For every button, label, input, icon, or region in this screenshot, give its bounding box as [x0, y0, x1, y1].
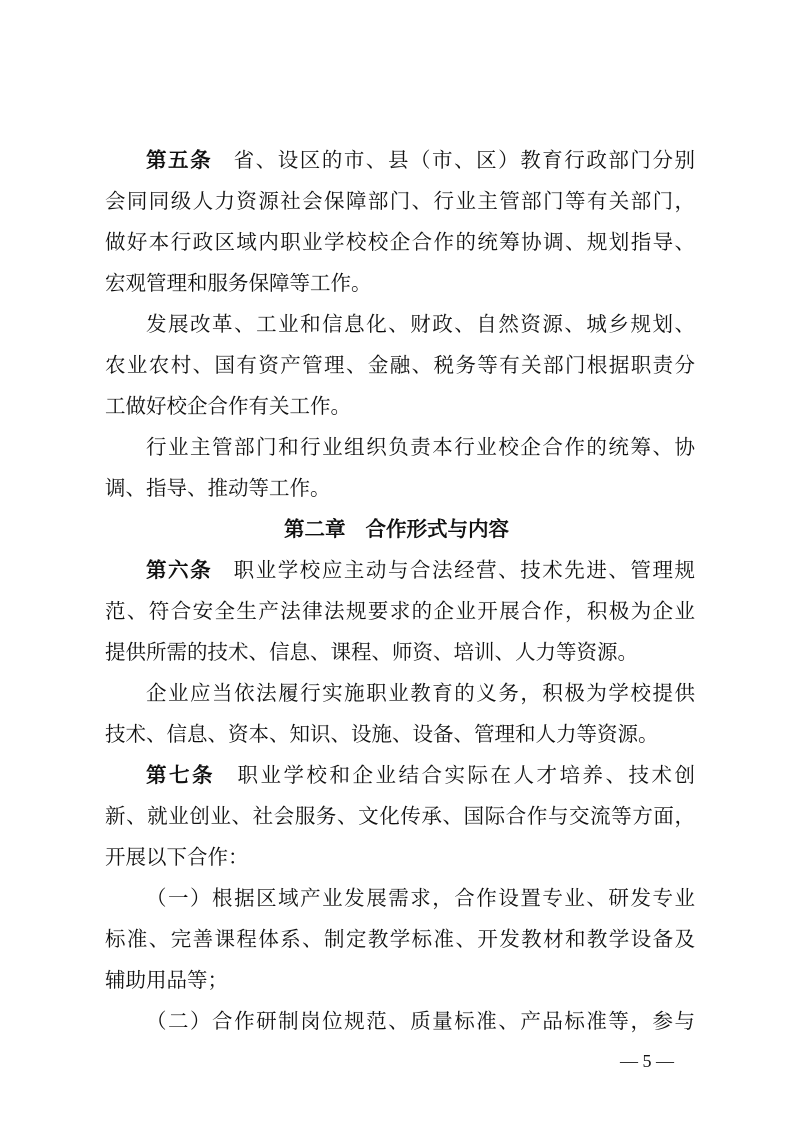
article7-line-1 [146, 765, 695, 786]
article6-p2-line-2: 技术、信息、资本、知识、设施、设备、管理和人力等资源。 [105, 722, 659, 746]
article5-p3-line-2: 调、指导、推动等工作。 [105, 476, 331, 500]
article5-line-2: 会同同级人力资源社会保障部门、行业主管部门等有关部门， [105, 189, 695, 213]
article6-line-1 [146, 560, 695, 581]
page-number: — 5 — [620, 1051, 674, 1071]
chapter-heading [0, 519, 793, 540]
article6-p2-line-1: 企业应当依法履行实施职业教育的义务，积极为学校提供 [146, 681, 695, 705]
article7-line-3: 开展以下合作： [105, 845, 249, 869]
article5-label: 第五条 [146, 148, 213, 172]
chapter-title: 合作形式与内容 [365, 517, 509, 541]
article7-item1-line-2: 标准、完善课程体系、制定教学标准、开发教材和教学设备及 [105, 927, 695, 951]
chapter-number: 第二章 [284, 517, 346, 541]
article6-line-3: 提供所需的技术、信息、课程、师资、培训、人力等资源。 [105, 640, 638, 664]
article7-item1-line-1: （一）根据区域产业发展需求，合作设置专业、研发专业 [146, 886, 695, 910]
article5-p3-line-1: 行业主管部门和行业组织负责本行业校企合作的统筹、协 [146, 435, 695, 459]
article7-line-2: 新、就业创业、社会服务、文化传承、国际合作与交流等方面， [105, 804, 695, 828]
article7-item1-line-3: 辅助用品等； [105, 968, 228, 992]
article5-p2-line-3: 工做好校企合作有关工作。 [105, 394, 351, 418]
article6-text: 职业学校应主动与合法经营、技术先进、管理规 [232, 558, 695, 582]
article5-p2-line-2: 农业农村、国有资产管理、金融、税务等有关部门根据职责分 [105, 353, 695, 377]
article5-text: 省、设区的市、县（市、区）教育行政部门分别 [232, 148, 695, 172]
article7-item2-line-1: （二）合作研制岗位规范、质量标准、产品标准等，参与 [146, 1009, 695, 1033]
article5-line-4: 宏观管理和服务保障等工作。 [105, 271, 372, 295]
article6-line-2: 范、符合安全生产法律法规要求的企业开展合作，积极为企业 [105, 599, 695, 623]
article5-line-3: 做好本行政区域内职业学校校企合作的统筹协调、规划指导、 [105, 230, 695, 254]
article5-line-1 [146, 150, 695, 171]
article7-text: 职业学校和企业结合实际在人才培养、技术创 [235, 763, 695, 787]
article6-label: 第六条 [146, 558, 213, 582]
article5-p2-line-1: 发展改革、工业和信息化、财政、自然资源、城乡规划、 [146, 312, 695, 336]
article7-label: 第七条 [146, 763, 215, 787]
